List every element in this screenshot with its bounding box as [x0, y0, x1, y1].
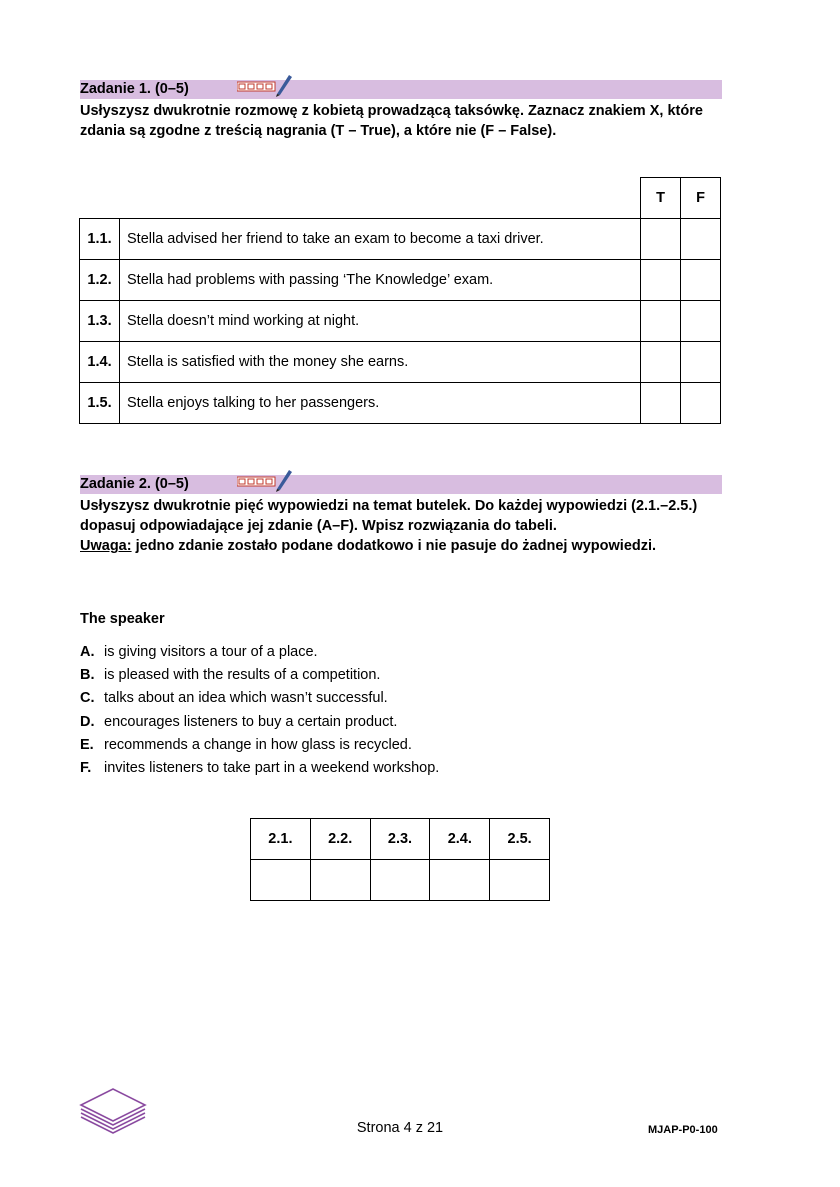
task1-title: Zadanie 1. (0–5)	[80, 81, 189, 97]
column-header-true: T	[641, 178, 681, 219]
answer-cell-false[interactable]	[681, 219, 721, 260]
answer-cell[interactable]	[251, 860, 311, 901]
answer-cell-true[interactable]	[641, 383, 681, 424]
statement-text: Stella is satisfied with the money she earns.	[120, 342, 641, 383]
list-item	[80, 757, 439, 780]
option-letter: F.	[80, 760, 92, 777]
task2-title: Zadanie 2. (0–5)	[80, 476, 189, 492]
answer-cell[interactable]	[370, 860, 430, 901]
list-item	[80, 734, 439, 757]
task2-instruction	[80, 496, 730, 556]
task2-header	[80, 475, 722, 494]
table-row	[80, 342, 721, 383]
answer-cell-true[interactable]	[641, 342, 681, 383]
answer-cell-true[interactable]	[641, 219, 681, 260]
table-row	[80, 301, 721, 342]
option-text: talks about an idea which wasn’t successful.	[104, 690, 388, 707]
answer-cell-false[interactable]	[681, 260, 721, 301]
answer-column-header: 2.5.	[490, 819, 550, 860]
statement-number: 1.1.	[80, 219, 120, 260]
list-item	[80, 687, 439, 710]
option-text: invites listeners to take part in a weekend workshop.	[104, 760, 440, 777]
statement-text: Stella advised her friend to take an exam to become a taxi driver.	[120, 219, 641, 260]
task1-header	[80, 80, 722, 99]
answer-column-header: 2.2.	[310, 819, 370, 860]
answer-cell-true[interactable]	[641, 301, 681, 342]
answer-cell[interactable]	[430, 860, 490, 901]
option-letter: D.	[80, 713, 95, 730]
statement-text: Stella had problems with passing ‘The Knowledge’ exam.	[120, 260, 641, 301]
answer-cell[interactable]	[310, 860, 370, 901]
statement-number: 1.5.	[80, 383, 120, 424]
answer-column-header: 2.3.	[370, 819, 430, 860]
option-text: encourages listeners to buy a certain product.	[104, 713, 398, 730]
document-code: MJAP-P0-100	[648, 1124, 718, 1136]
option-letter: C.	[80, 690, 95, 707]
true-false-table	[79, 177, 721, 424]
answer-column-header: 2.1.	[251, 819, 311, 860]
statement-number: 1.4.	[80, 342, 120, 383]
answer-table	[250, 818, 550, 901]
table-row	[80, 219, 721, 260]
option-letter: B.	[80, 667, 95, 684]
answer-cell-true[interactable]	[641, 260, 681, 301]
statement-number: 1.2.	[80, 260, 120, 301]
option-letter: E.	[80, 736, 94, 753]
list-item	[80, 664, 439, 687]
column-header-false: F	[681, 178, 721, 219]
note-label: Uwaga:	[80, 538, 132, 554]
note-text: jedno zdanie zostało podane dodatkowo i nie pasuje do żadnej wypowiedzi.	[131, 538, 657, 554]
option-text: is pleased with the results of a competition.	[104, 667, 381, 684]
marking-grid-pen-icon	[237, 72, 297, 98]
table-row	[80, 383, 721, 424]
answer-cell-false[interactable]	[681, 301, 721, 342]
statement-number: 1.3.	[80, 301, 120, 342]
list-item	[80, 711, 439, 734]
task2-instruction-text: Usłyszysz dwukrotnie pięć wypowiedzi na temat butelek. Do każdej wypowiedzi (2.1.–2.5.) dopasuj odpowiadające jej zdanie (A–F). Wpisz rozwiązania do tabeli.	[80, 498, 698, 534]
option-letter: A.	[80, 644, 95, 660]
option-list	[80, 641, 439, 780]
list-item	[80, 641, 439, 664]
answer-cell-false[interactable]	[681, 342, 721, 383]
page-number: Strona 4 z 21	[356, 1120, 444, 1136]
statement-text: Stella enjoys talking to her passengers.	[120, 383, 641, 424]
task1-instruction: Usłyszysz dwukrotnie rozmowę z kobietą prowadzącą taksówkę. Zaznacz znakiem X, które zdania są zgodne z treścią nagrania (T – True), a które nie (F – False).	[80, 103, 703, 139]
statement-text: Stella doesn’t mind working at night.	[120, 301, 641, 342]
speaker-heading: The speaker	[80, 611, 165, 627]
answer-cell-false[interactable]	[681, 383, 721, 424]
marking-grid-pen-icon	[237, 467, 297, 493]
answer-column-header: 2.4.	[430, 819, 490, 860]
option-text: is giving visitors a tour of a place.	[104, 644, 318, 660]
table-row	[80, 260, 721, 301]
option-text: recommends a change in how glass is recycled.	[104, 736, 412, 753]
answer-cell[interactable]	[490, 860, 550, 901]
